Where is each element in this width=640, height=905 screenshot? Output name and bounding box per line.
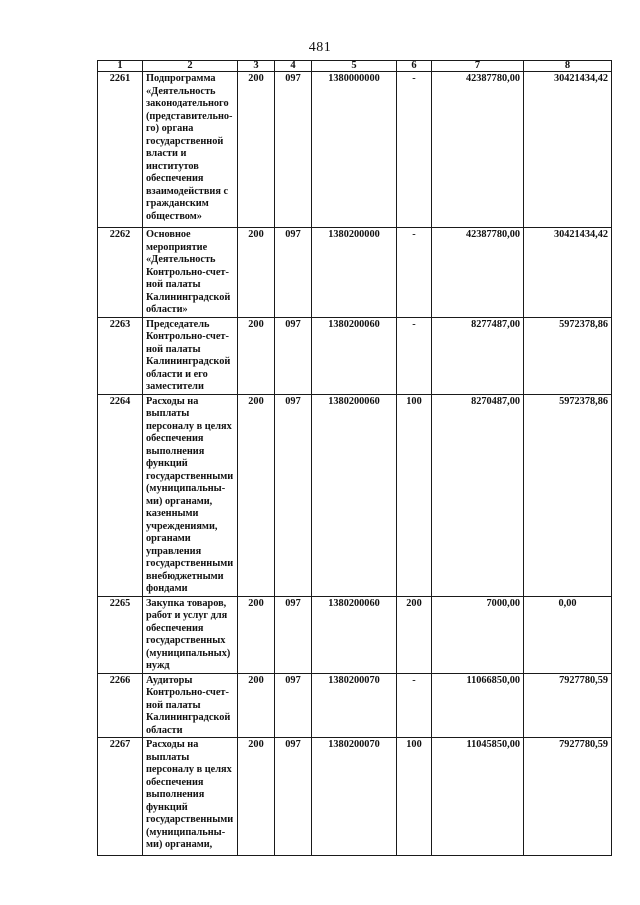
col8-amount-cell: 30421434,42 (524, 228, 612, 318)
row-name-line: власти и (146, 148, 187, 159)
table-row (98, 596, 612, 673)
row-name-line: выплаты (146, 751, 190, 763)
header-cell: 7 (432, 61, 524, 72)
row-name-line: го) органа (146, 123, 194, 134)
row-name-line: гражданским (146, 198, 209, 209)
row-name-line: Расходы на (146, 395, 199, 407)
row-name-line: области» (146, 304, 188, 315)
row-name-line: ми) органами, (146, 495, 213, 507)
row-name-line: ми) органами, (146, 839, 213, 850)
row-name-line: (муниципальны- (146, 483, 226, 494)
row-name-line: обеспечения (146, 433, 204, 444)
row-name-line: выполнения (146, 445, 205, 457)
row-name-line: Контрольно-счет- (146, 687, 229, 698)
row-name-cell (143, 228, 238, 318)
row-name-cell (143, 317, 238, 394)
row-name-line: «Деятельность (146, 254, 216, 265)
row-name-line: нужд (146, 660, 170, 671)
row-name-line: управления (146, 545, 202, 557)
row-name-line: учреждениями, (146, 520, 218, 532)
row-name-line: «Деятельность (146, 85, 216, 97)
col5-cell: 1380200070 (312, 738, 397, 856)
row-name-cell (143, 596, 238, 673)
row-name-line: Контрольно-счет- (146, 266, 229, 278)
col7-amount-cell: 42387780,00 (432, 72, 524, 228)
row-name-line: Подпрограмма (146, 73, 216, 84)
table-row (98, 72, 612, 228)
table-body (98, 72, 612, 856)
row-name-line: ной палаты (146, 279, 201, 290)
row-name-line: казенными (146, 508, 199, 519)
row-number-cell: 2263 (98, 317, 143, 394)
row-name-line: (представительно- (146, 110, 233, 122)
row-name-line: законодательного (146, 98, 229, 109)
col8-amount-cell: 30421434,42 (524, 72, 612, 228)
col5-cell: 1380200060 (312, 317, 397, 394)
col4-cell: 097 (275, 72, 312, 228)
row-name-line: институтов (146, 160, 199, 172)
row-name-line: государственными (146, 814, 234, 825)
row-name-line: функций (146, 458, 188, 469)
row-name-line: Калининградской (146, 356, 231, 367)
col6-cell: - (397, 228, 432, 318)
col5-cell: 1380200060 (312, 394, 397, 596)
row-name-line: заместители (146, 381, 204, 392)
table-row (98, 673, 612, 738)
row-name-line: государственной (146, 135, 224, 147)
row-name-line: взаимодействия с (146, 185, 229, 197)
col6-cell: 100 (397, 738, 432, 856)
col5-cell: 1380000000 (312, 72, 397, 228)
row-name-line: функций (146, 801, 188, 813)
row-name-cell (143, 673, 238, 738)
header-cell: 5 (312, 61, 397, 72)
col8-amount-cell: 5972378,86 (524, 317, 612, 394)
row-number-cell: 2264 (98, 394, 143, 596)
col7-amount-cell: 11066850,00 (432, 673, 524, 738)
row-name-line: выполнения (146, 789, 205, 800)
row-name-line: обеспечения (146, 622, 204, 634)
header-cell: 8 (524, 61, 612, 72)
row-name-line: выплаты (146, 408, 190, 419)
row-number-cell: 2267 (98, 738, 143, 856)
col3-cell: 200 (238, 596, 275, 673)
col7-amount-cell: 7000,00 (432, 596, 524, 673)
row-number-cell: 2265 (98, 596, 143, 673)
header-cell: 3 (238, 61, 275, 72)
page-number: 481 (308, 40, 332, 55)
col4-cell: 097 (275, 394, 312, 596)
col7-amount-cell: 42387780,00 (432, 228, 524, 318)
col5-cell: 1380200000 (312, 228, 397, 318)
row-name-cell (143, 738, 238, 856)
col3-cell: 200 (238, 72, 275, 228)
row-name-line: (муниципальных) (146, 647, 231, 659)
col6-cell: - (397, 72, 432, 228)
row-name-line: области и его (146, 368, 208, 380)
row-name-line: государственными (146, 470, 234, 482)
table-row (98, 738, 612, 856)
row-name-line: Председатель (146, 318, 210, 330)
col5-cell: 1380200070 (312, 673, 397, 738)
col7-amount-cell: 8277487,00 (432, 317, 524, 394)
col4-cell: 097 (275, 317, 312, 394)
col3-cell: 200 (238, 317, 275, 394)
col8-amount-cell: 0,00 (524, 596, 612, 673)
col3-cell: 200 (238, 228, 275, 318)
col6-cell: - (397, 317, 432, 394)
row-name-line: персоналу в целях (146, 420, 232, 432)
row-name-line: области (146, 724, 183, 736)
row-name-line: ной палаты (146, 343, 201, 355)
col4-cell: 097 (275, 228, 312, 318)
col4-cell: 097 (275, 673, 312, 738)
header-cell: 4 (275, 61, 312, 72)
col6-cell: 200 (397, 596, 432, 673)
row-name-line: персоналу в целях (146, 764, 232, 775)
col3-cell: 200 (238, 394, 275, 596)
header-row (98, 61, 612, 72)
row-name-line: обеспечения (146, 173, 204, 184)
col4-cell: 097 (275, 596, 312, 673)
budget-table (97, 60, 612, 856)
col7-amount-cell: 11045850,00 (432, 738, 524, 856)
row-name-line: органами (146, 533, 191, 544)
row-name-line: работ и услуг для (146, 610, 228, 621)
row-name-line: (муниципальны- (146, 826, 226, 838)
row-name-line: Основное (146, 229, 191, 240)
col3-cell: 200 (238, 738, 275, 856)
row-name-line: фондами (146, 583, 188, 594)
row-name-line: Аудиторы (146, 674, 193, 686)
col3-cell: 200 (238, 673, 275, 738)
row-name-line: Закупка товаров, (146, 597, 227, 609)
row-name-line: ной палаты (146, 699, 201, 711)
table-row (98, 228, 612, 318)
row-number-cell: 2261 (98, 72, 143, 228)
row-name-line: государственных (146, 635, 226, 646)
col6-cell: 100 (397, 394, 432, 596)
col6-cell: - (397, 673, 432, 738)
header-cell: 2 (143, 61, 238, 72)
row-name-line: Расходы на (146, 739, 199, 750)
row-number-cell: 2262 (98, 228, 143, 318)
row-name-line: государственными (146, 558, 234, 569)
row-number-cell: 2266 (98, 673, 143, 738)
col8-amount-cell: 7927780,59 (524, 738, 612, 856)
row-name-line: обеспечения (146, 776, 204, 788)
row-name-cell (143, 394, 238, 596)
col4-cell: 097 (275, 738, 312, 856)
row-name-line: мероприятие (146, 241, 208, 253)
col8-amount-cell: 5972378,86 (524, 394, 612, 596)
row-name-line: обществом» (146, 210, 202, 222)
col8-amount-cell: 7927780,59 (524, 673, 612, 738)
table-row (98, 317, 612, 394)
row-name-line: Калининградской (146, 712, 231, 723)
col5-cell: 1380200060 (312, 596, 397, 673)
header-cell: 1 (98, 61, 143, 72)
header-cell: 6 (397, 61, 432, 72)
col7-amount-cell: 8270487,00 (432, 394, 524, 596)
row-name-line: Контрольно-счет- (146, 331, 229, 342)
row-name-line: Калининградской (146, 291, 231, 303)
table-row (98, 394, 612, 596)
row-name-line: внебюджетными (146, 570, 224, 582)
row-name-cell (143, 72, 238, 228)
